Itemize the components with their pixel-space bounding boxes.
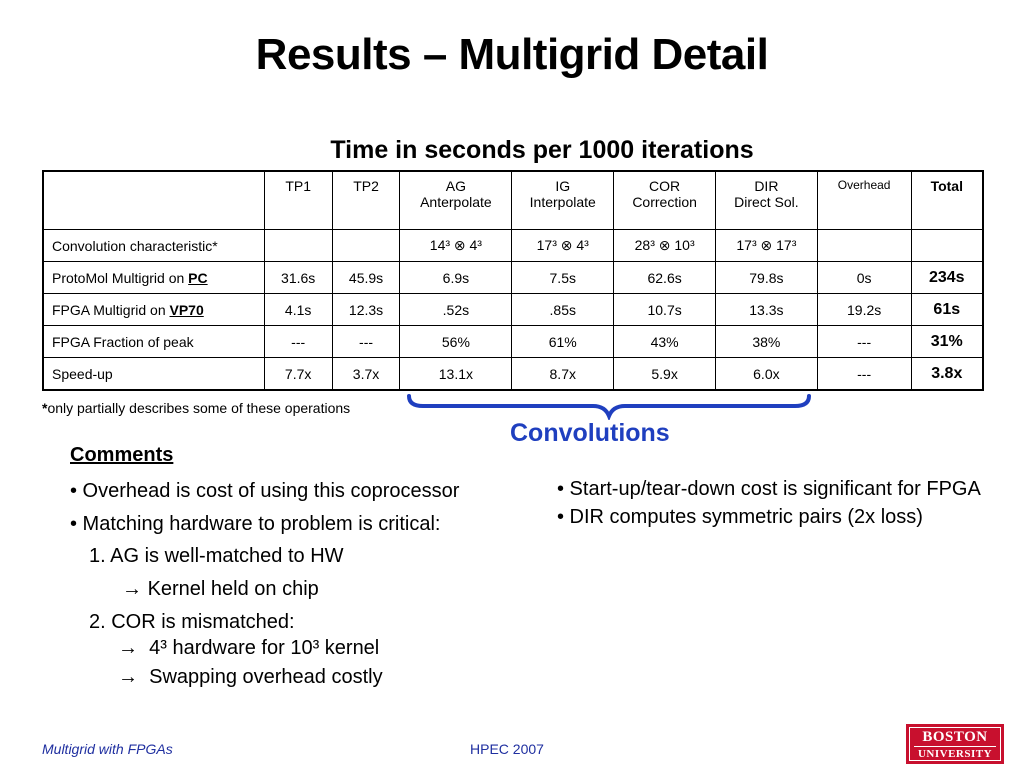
header-cell-tp2: TP2 (332, 171, 400, 230)
table-cell: 7.5s (512, 262, 614, 294)
header-cell-cor: COR Correction (614, 171, 716, 230)
table-cell: --- (817, 358, 911, 391)
table-footnote: *only partially describes some of these operations (42, 400, 351, 416)
comment-bullet: • Start-up/tear-down cost is significant for FPGA (557, 478, 981, 500)
table-cell: --- (264, 326, 332, 358)
row-label: FPGA Multigrid on VP70 (43, 294, 264, 326)
footer-conference: HPEC 2007 (470, 741, 544, 757)
row-label: ProtoMol Multigrid on PC (43, 262, 264, 294)
header-cell-total: Total (911, 171, 983, 230)
table-cell: 14³ ⊗ 4³ (400, 230, 512, 262)
table-cell: 61% (512, 326, 614, 358)
boston-university-logo: BOSTON UNIVERSITY (906, 724, 1004, 764)
table-cell: 28³ ⊗ 10³ (614, 230, 716, 262)
row-label: FPGA Fraction of peak (43, 326, 264, 358)
table-cell (264, 230, 332, 262)
table-cell: 10.7s (614, 294, 716, 326)
comment-item: 2. COR is mismatched: (89, 611, 295, 633)
comment-bullet: • DIR computes symmetric pairs (2x loss) (557, 506, 923, 528)
table-cell: 38% (716, 326, 818, 358)
comments-heading: Comments (70, 444, 174, 466)
comment-subitem: → Swapping overhead costly (118, 666, 383, 688)
table-cell: .52s (400, 294, 512, 326)
curly-brace-icon (405, 392, 815, 420)
table-cell: 13.1x (400, 358, 512, 391)
table-cell: 79.8s (716, 262, 818, 294)
table-cell: 19.2s (817, 294, 911, 326)
table-cell: 6.9s (400, 262, 512, 294)
table-cell-total (911, 230, 983, 262)
table-header-row (43, 171, 983, 230)
comment-bullet: • Overhead is cost of using this coprocessor (70, 480, 460, 502)
table-cell-total: 234s (911, 262, 983, 294)
footer-left-text: Multigrid with FPGAs (42, 741, 173, 757)
header-cell-ig: IG Interpolate (512, 171, 614, 230)
table-cell: 7.7x (264, 358, 332, 391)
row-label: Convolution characteristic* (43, 230, 264, 262)
arrow-icon: → (118, 637, 138, 659)
convolutions-label: Convolutions (510, 419, 670, 447)
comment-bullet: • Matching hardware to problem is critical: (70, 513, 441, 535)
comments-section (70, 444, 460, 688)
table-cell: 56% (400, 326, 512, 358)
table-cell: 5.9x (614, 358, 716, 391)
slide-title: Results – Multigrid Detail (255, 30, 769, 79)
pc-link: PC (188, 269, 208, 286)
table-row-protomol (43, 262, 983, 294)
table-cell (817, 230, 911, 262)
table-cell: 12.3s (332, 294, 400, 326)
table-cell: --- (817, 326, 911, 358)
table-cell: 3.7x (332, 358, 400, 391)
results-table (42, 170, 984, 391)
table-row-convolution (43, 230, 983, 262)
table-cell-total: 31% (911, 326, 983, 358)
right-comments (557, 476, 997, 530)
table-row-fpga (43, 294, 983, 326)
row-label: Speed-up (43, 358, 264, 391)
table-cell: 43% (614, 326, 716, 358)
table-cell: .85s (512, 294, 614, 326)
table-cell: 8.7x (512, 358, 614, 391)
arrow-icon: → (118, 666, 138, 688)
header-cell-ag: AG Anterpolate (400, 171, 512, 230)
table-cell: 0s (817, 262, 911, 294)
header-cell-overhead: Overhead (817, 171, 911, 230)
comment-subitem: → Kernel held on chip (122, 578, 319, 600)
table-cell: --- (332, 326, 400, 358)
table-cell: 45.9s (332, 262, 400, 294)
table-caption: Time in seconds per 1000 iterations (330, 136, 754, 164)
table-row-fraction (43, 326, 983, 358)
table-cell: 17³ ⊗ 4³ (512, 230, 614, 262)
comment-item: 1. AG is well-matched to HW (89, 545, 344, 567)
header-cell-tp1: TP1 (264, 171, 332, 230)
table-cell-total: 61s (911, 294, 983, 326)
table-cell-total: 3.8x (911, 358, 983, 391)
comment-subitem: → 4³ hardware for 10³ kernel (118, 637, 380, 659)
header-cell-dir: DIR Direct Sol. (716, 171, 818, 230)
table-cell: 6.0x (716, 358, 818, 391)
table-cell: 17³ ⊗ 17³ (716, 230, 818, 262)
header-cell-empty (43, 171, 264, 230)
vp70-link: VP70 (169, 301, 204, 318)
arrow-icon: → (122, 578, 142, 600)
table-row-speedup (43, 358, 983, 391)
table-cell: 31.6s (264, 262, 332, 294)
table-cell (332, 230, 400, 262)
table-cell: 4.1s (264, 294, 332, 326)
table-cell: 62.6s (614, 262, 716, 294)
table-cell: 13.3s (716, 294, 818, 326)
